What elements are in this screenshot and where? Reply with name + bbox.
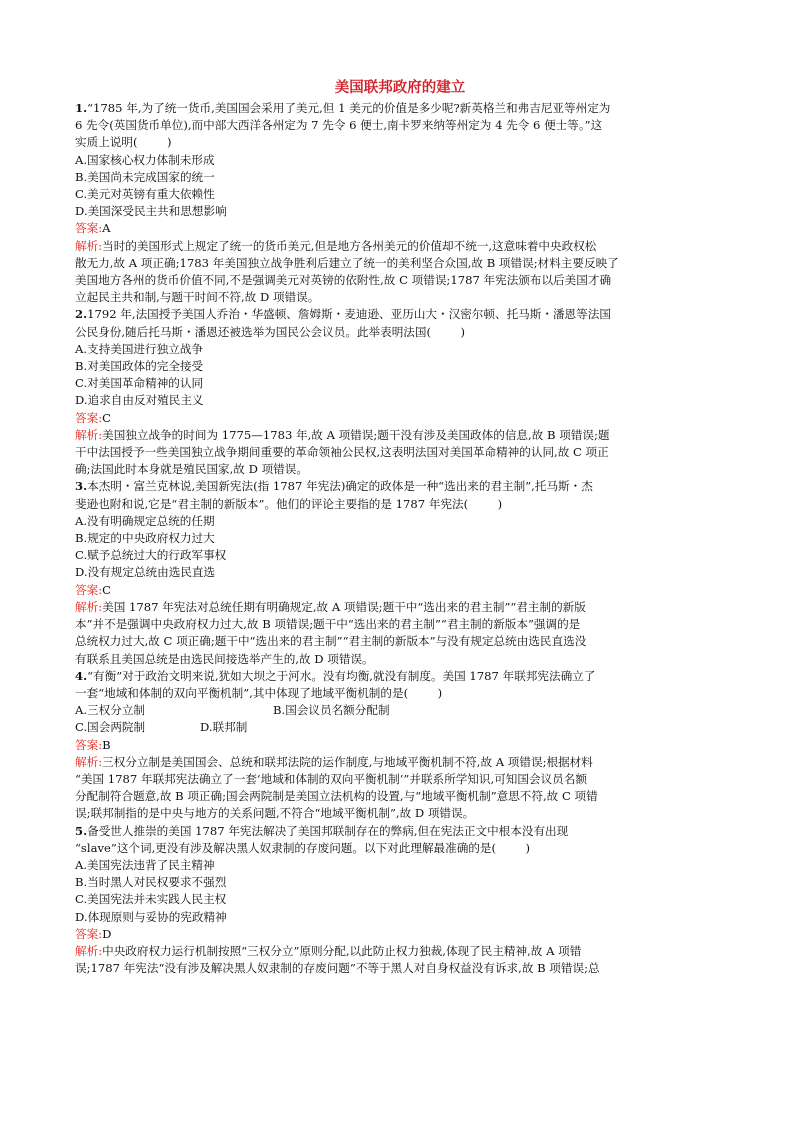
analysis-line: 解析:美国独立战争的时间为 1775—1783 年,故 A 项错误;题干没有涉及美国政体的信息,故 B 项错误;题 (75, 427, 610, 442)
answer-label: 答案: (75, 737, 103, 752)
question-stem-line: 1.“1785 年,为了统一货币,美国国会采用了美元,但 1 美元的价值是多少呢?新英格兰和弗吉尼亚等州定为 (75, 101, 611, 115)
question-number: 3. (75, 479, 88, 494)
question-1 (75, 100, 725, 306)
analysis-line: 解析:当时的美国形式上规定了统一的货币美元,但是地方各州美元的价值却不统一,这意味着中央政权松 (75, 238, 597, 253)
analysis-label: 解析: (75, 238, 103, 253)
analysis-line: 误;1787 年宪法“没有涉及解决黑人奴隶制的存废问题”不等于黑人对自身权益没有诉求,故 B 项错误;总 (75, 961, 600, 976)
analysis-line: 解析:中央政府权力运行机制按照“三权分立”原则分配,以此防止权力独裁,体现了民主精神,故 A 项错 (75, 943, 582, 958)
answer-label: 答案: (75, 926, 103, 941)
answer-line (75, 926, 725, 943)
option-d: D.追求自由反对殖民主义 (75, 393, 204, 408)
answer-value: D (102, 926, 112, 941)
analysis-line: 解析:三权分立制是美国国会、总统和联邦法院的运作制度,与地域平衡机制不符,故 A 项错误;根据材料 (75, 754, 593, 769)
option-row (75, 719, 725, 736)
question-number: 4. (75, 668, 88, 683)
question-stem-line: 4.“有衡”对于政治文明来说,犹如大坝之于河水。没有均衡,就没有制度。美国 1787 年联邦宪法确立了 (75, 668, 596, 683)
answer-line (75, 737, 725, 754)
analysis-line: 确;法国此时本身就是殖民国家,故 D 项错误。 (75, 462, 308, 477)
answer-label: 答案: (75, 410, 103, 425)
option-a: A.国家核心权力体制未形成 (75, 152, 215, 167)
analysis-label: 解析: (75, 599, 103, 614)
analysis-line: 美国地方各州的货币价值不同,不是强调美元对英镑的依附性,故 C 项错误;1787 年宪法颁布以后美国才确 (75, 273, 612, 288)
analysis-line: 立起民主共和制,与题干时间不符,故 D 项错误。 (75, 290, 320, 305)
analysis-line: 干中法国授予一些美国独立战争期间重要的革命领袖公民权,这表明法国对美国革命精神的认同,故 C 项正 (75, 445, 609, 460)
option-d: D.美国深受民主共和思想影响 (75, 204, 227, 219)
option-c: C.赋予总统过大的行政军事权 (75, 548, 227, 563)
question-stem-line: 一套“地域和体制的双向平衡机制”,其中体现了地域平衡机制的是( ) (75, 685, 443, 700)
question-2 (75, 306, 725, 478)
option-c: C.美元对英镑有重大依赖性 (75, 187, 215, 202)
analysis-line: 分配制符合题意,故 B 项正确;国会两院制是美国立法机构的设置,与“地域平衡机制”意思不符,故 C 项错 (75, 789, 598, 804)
option-b: B.国会议员名额分配制 (273, 703, 390, 718)
question-stem-line: “slave”这个词,更没有涉及解决黑人奴隶制的存废问题。以下对此理解最准确的是( ) (75, 840, 531, 855)
analysis-line: 解析:美国 1787 年宪法对总统任期有明确规定,故 A 项错误;题干中“选出来的君主制”“君主制的新版 (75, 599, 586, 614)
analysis-line: 本”并不是强调中央政府权力过大,故 B 项错误;题干中“选出来的君主制”“君主制的新版本”强调的是 (75, 617, 581, 632)
question-4 (75, 668, 725, 823)
document-page (75, 78, 725, 977)
option-d: D.没有规定总统由选民直选 (75, 565, 216, 580)
analysis-line: 误;联邦制指的是中央与地方的关系问题,不符合“地域平衡机制”,故 D 项错误。 (75, 806, 475, 821)
option-c: C.国会两院制 (75, 720, 146, 735)
option-b: B.规定的中央政府权力过大 (75, 531, 215, 546)
answer-line (75, 220, 725, 237)
option-b: B.当时黑人对民权要求不强烈 (75, 875, 227, 890)
option-b: B.美国尚未完成国家的统一 (75, 169, 215, 184)
answer-value: C (102, 410, 111, 425)
answer-value: A (102, 221, 111, 236)
option-d: D.体现原则与妥协的宪政精神 (75, 909, 227, 924)
analysis-label: 解析: (75, 427, 103, 442)
option-b: B.对美国政体的完全接受 (75, 359, 204, 374)
analysis-label: 解析: (75, 754, 103, 769)
answer-value: C (102, 582, 111, 597)
question-number: 1. (75, 101, 88, 115)
question-stem-line: 5.备受世人推崇的美国 1787 年宪法解决了美国邦联制存在的弊病,但在宪法正文中根本没有出现 (75, 823, 569, 838)
answer-label: 答案: (75, 221, 103, 236)
option-a: A.美国宪法违背了民主精神 (75, 857, 215, 872)
question-stem-line: 斐逊也附和说,它是“君主制的新版本”。他们的评论主要指的是 1787 年宪法( ) (75, 496, 503, 511)
question-stem-line: 2.1792 年,法国授予美国人乔治・华盛顿、詹姆斯・麦迪逊、亚历山大・汉密尔顿、托马斯・潘恩等法国 (75, 307, 611, 322)
answer-line (75, 410, 725, 427)
question-number: 5. (75, 823, 88, 838)
analysis-label: 解析: (75, 943, 103, 958)
option-c: C.美国宪法并未实践人民主权 (75, 892, 227, 907)
analysis-line: 有联系且美国总统是由选民间接选举产生的,故 D 项错误。 (75, 651, 374, 666)
option-row (75, 702, 725, 719)
question-5 (75, 823, 725, 978)
answer-label: 答案: (75, 582, 103, 597)
analysis-line: 散无力,故 A 项正确;1783 年美国独立战争胜利后建立了统一的美利坚合众国,故 B 项错误;材料主要反映了 (75, 255, 619, 270)
answer-value: B (102, 737, 111, 752)
question-stem-line: 实质上说明( ) (75, 135, 172, 150)
option-a: A.三权分立制 (75, 703, 146, 718)
question-3 (75, 478, 725, 667)
analysis-line: “美国 1787 年联邦宪法确立了一套‘地域和体制的双向平衡机制’”并联系所学知识,可知国会议员名额 (75, 771, 587, 786)
answer-line (75, 582, 725, 599)
option-a: A.支持美国进行独立战争 (75, 341, 203, 356)
question-number: 2. (75, 307, 88, 322)
question-stem-line: 公民身份,随后托马斯・潘恩还被选举为国民公会议员。此举表明法国( ) (75, 324, 466, 339)
option-a: A.没有明确规定总统的任期 (75, 513, 215, 528)
question-stem-line: 6 先令(英国货币单位),而中部大西洋各州定为 7 先令 6 便士,南卡罗来纳等州定为 4 先令 6 便士等。”这 (75, 118, 603, 133)
page-title: 美国联邦政府的建立 (334, 79, 466, 96)
question-stem-line: 3.本杰明・富兰克林说,美国新宪法(指 1787 年宪法)确定的政体是一种“选出来的君主制”,托马斯・杰 (75, 479, 593, 494)
option-d: D.联邦制 (200, 720, 248, 735)
analysis-line: 总统权力过大,故 C 项正确;题干中“选出来的君主制”“君主制的新版本”与没有规定总统由选民直选没 (75, 634, 587, 649)
option-c: C.对美国革命精神的认同 (75, 376, 204, 391)
